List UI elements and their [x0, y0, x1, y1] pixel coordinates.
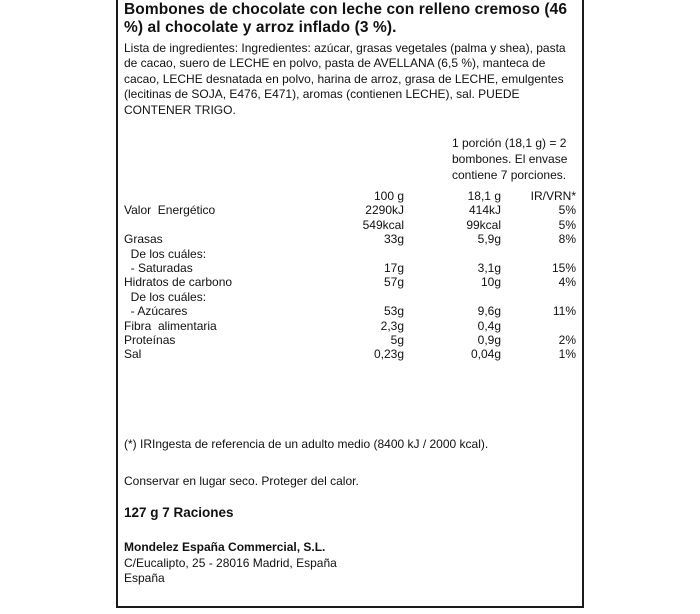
value-ri: 2%: [558, 332, 576, 347]
storage-instructions: Conservar en lugar seco. Proteger del calor.: [124, 474, 359, 488]
nutrition-table: [124, 189, 576, 362]
value-ri: 4%: [558, 275, 576, 290]
nutrition-row: [124, 247, 576, 261]
header-per-100g: 100 g: [373, 189, 404, 203]
nutrient-name: - Azúcares: [124, 304, 188, 319]
value-per-100g: 57g: [383, 275, 404, 290]
value-per-portion: 10g: [480, 275, 501, 290]
value-ri: 1%: [558, 347, 576, 362]
nutrition-header-row: [124, 189, 576, 203]
value-per-100g: 33g: [383, 232, 404, 247]
nutrient-name: Valor Energético: [124, 203, 216, 218]
nutrition-row: [124, 333, 576, 347]
value-ri: 5%: [558, 203, 576, 218]
value-ri: 8%: [558, 232, 576, 247]
ingredients-list: Lista de ingredientes: Ingredientes: azúcar, grasas vegetales (palma y shea), pasta de cacao, suero de LECHE en polvo, pasta de AVELLANA (6,5 %), manteca de cacao, LECHE desnatada en polvo, harina de arroz, grasa de LECHE, emulgentes (lecitinas de SOJA, E476, E471), aromas (contienen LECHE), sal. PUEDE CONTENER TRIGO.: [124, 41, 566, 117]
nutrient-name: - Saturadas: [124, 260, 193, 275]
value-per-100g: 2,3g: [380, 318, 404, 333]
header-ri: IR/VRN*: [530, 189, 576, 203]
nutrient-name: Sal: [124, 347, 142, 362]
value-per-portion: 9,6g: [477, 304, 501, 319]
value-ri: 15%: [551, 260, 576, 275]
nutrient-name: Grasas: [124, 232, 163, 247]
company-name: Mondelez España Commercial, S.L.: [124, 540, 326, 554]
company-address: C/Eucalipto, 25 - 28016 Madrid, España: [124, 555, 337, 570]
value-ri: 5%: [558, 217, 576, 232]
nutrition-row: [124, 275, 576, 289]
company-country: España: [124, 571, 165, 585]
nutrition-row: [124, 218, 576, 232]
value-per-portion: 414kJ: [468, 203, 501, 218]
value-per-portion: 99kcal: [466, 217, 501, 232]
value-per-100g: 0,23g: [373, 347, 404, 362]
nutrient-name: Proteínas: [124, 332, 176, 347]
value-per-100g: 17g: [383, 260, 404, 275]
value-per-portion: 0,9g: [477, 332, 501, 347]
nutrient-name: Fibra alimentaria: [124, 318, 217, 333]
value-per-100g: 5g: [390, 332, 404, 347]
value-ri: 11%: [552, 304, 576, 319]
nutrition-row: [124, 232, 576, 246]
nutrition-row: [124, 290, 576, 304]
value-per-portion: 5,9g: [477, 232, 501, 247]
ri-footnote: (*) IRIngesta de referencia de un adulto medio (8400 kJ / 2000 kcal).: [124, 437, 489, 451]
net-content: 127 g 7 Raciones: [124, 505, 234, 520]
nutrient-name: De los cuáles:: [124, 246, 207, 261]
company-info: [124, 540, 337, 587]
value-per-portion: 0,4g: [477, 318, 501, 333]
header-per-portion: 18,1 g: [467, 189, 501, 203]
nutrition-row: [124, 304, 576, 318]
nutrient-name: Hidratos de carbono: [124, 275, 233, 290]
nutrition-row: [124, 203, 576, 217]
value-per-100g: 549kcal: [362, 217, 404, 232]
nutrition-row: [124, 347, 576, 361]
portion-info: 1 porción (18,1 g) = 2 bombones. El envase contiene 7 porciones.: [452, 136, 568, 182]
nutrition-row: [124, 261, 576, 275]
nutrient-name: De los cuáles:: [124, 289, 207, 304]
nutrition-row: [124, 319, 576, 333]
value-per-portion: 0,04g: [470, 347, 501, 362]
value-per-100g: 53g: [383, 304, 404, 319]
value-per-100g: 2290kJ: [365, 203, 404, 218]
product-title: Bombones de chocolate con leche con relleno cremoso (46 %) al chocolate y arroz inflado (3 %).: [124, 1, 568, 36]
value-per-portion: 3,1g: [477, 260, 501, 275]
